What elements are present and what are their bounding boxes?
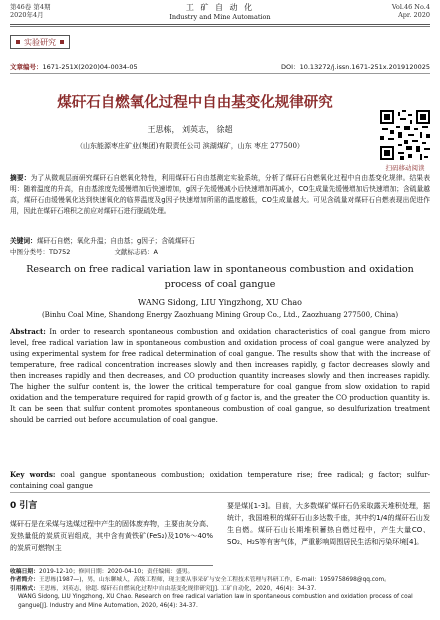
meta-rule <box>10 73 430 74</box>
section-label-text: 实验研究 <box>24 37 56 47</box>
keywords-en <box>10 469 430 492</box>
article-number-value: 1671-251X(2020)04-0034-05 <box>42 63 138 71</box>
qr-caption: 扫码移动阅读 <box>385 164 425 172</box>
author-bio-label: 作者简介： <box>10 577 39 584</box>
title-en: Research on free radical variation law in spontaneous combustion and oxidation process of coal gangue <box>26 264 414 290</box>
intro-left-column <box>10 500 213 554</box>
keywords-cn-label: 关键词： <box>10 237 37 245</box>
keywords-en-text: coal gangue spontaneous combustion; oxidation temperature rise; free radical; g factor; sulfur-containing coal gangue <box>10 471 430 490</box>
footnote-author <box>10 576 430 584</box>
received-value: 2019-12-10；修回日期：2020-04-10；责任编辑：盛男。 <box>39 569 194 575</box>
received-label: 收稿日期： <box>10 569 39 575</box>
footnote-cite <box>10 585 430 593</box>
affiliation-en: (Binhu Coal Mine, Shandong Energy Zaozhuang Mining Group Co., Ltd., Zaozhuang 277500, China) <box>41 311 399 319</box>
article-number <box>10 62 138 71</box>
section-label <box>10 35 70 49</box>
body-rule <box>10 492 430 493</box>
abstract-cn-text: 为了从微观层面研究煤矸石自燃氧化特性，利用煤矸石自由基测定实验系统，分析了煤矸石自燃氧化过程中自由基变化规律。结果表明：随着温度的升高，自由基浓度先缓慢增加后快速增加，g因子先缓慢减小后快速增加再减小，CO生成量先缓慢增加后快速增加；含硫量越高，煤矸石由缓慢氧化达到快速氧化的临界温度及g因子快速增加所需的温度越低，CO生成量越大。可见含硫量对煤矸石自燃表现出促进作用，因此在煤矸石堆积之前应对煤矸石进行脱硫处理。 <box>10 174 431 215</box>
article-meta <box>10 62 430 71</box>
intro-right-text: 要是煤)[1-3]。目前，大多数煤矿煤矸石仍采取露天堆积处理，据统计，我国堆积的煤矸石山多达数千座，其中约1/4的煤矸石山发生自燃。煤矸石山长期堆积蓄热自燃过程中，产生大量CO、SO₂、H₂S等有害气体，严重影响周围居民生活和污染环境[4]。 <box>227 502 430 546</box>
doi[interactable] <box>281 62 430 71</box>
header-vol-no: Vol.46 No.4 <box>391 3 430 11</box>
journal-name-en: Industry and Mine Automation <box>169 13 271 21</box>
abstract-cn <box>10 173 430 217</box>
clc-value: TD752 <box>49 248 71 256</box>
footnote-cite-en: WANG Sidong, LIU Yingzhong, XU Chao. Research on free radical variation law in spontaneous combustion and oxidation process of coal gangue[J]. Industry and Mine Automation, 2020, 46(4): 34-37. <box>18 594 413 609</box>
abstract-cn-label: 摘要： <box>10 174 31 182</box>
doc-code-value: A <box>153 248 158 256</box>
abstract-en <box>10 326 430 426</box>
intro-left-text: 煤矸石是在采煤与选煤过程中产生的固体废弃物，主要由灰分高、发热量低的炭质页岩组成，其中含有黄铁矿(FeS₂)及10%～40%的炭质可燃物(主 <box>10 520 213 552</box>
square-bullet-icon <box>60 40 64 44</box>
doi-value[interactable]: 10.13272/j.issn.1671-251x.2019120025 <box>299 63 430 71</box>
cite-label: 引用格式： <box>10 585 39 592</box>
abstract-en-label: Abstract: <box>10 327 46 336</box>
keywords-cn-text: 煤矸石自燃；氧化升温；自由基；g因子；含硫煤矸石 <box>36 237 195 245</box>
authors-en: WANG Sidong, LIU Yingzhong, XU Chao <box>138 298 302 307</box>
author-bio-value: 王思栋(1987—)，男，山东聊城人，高级工程师，现主要从事采矿与安全工程技术管理与科研工作，E-mail：1959758698@qq.com。 <box>39 577 390 584</box>
qr-code-icon[interactable] <box>380 110 430 160</box>
keywords-en-label: Key words: <box>10 470 56 479</box>
header-date-en: Apr. 2020 <box>398 11 430 19</box>
journal-name-cn: 工 矿 自 动 化 <box>185 3 255 12</box>
classification <box>10 247 430 256</box>
keywords-cn <box>10 235 430 245</box>
abstract-en-text: In order to research spontaneous combustion and oxidation characteristics of coal gangue from micro level, free radical variation law in spontaneous combustion and oxidation process of coal gangue were analyzed by using experimental system for free radical determination of coal gangue. The results show that with the increase of temperature, free radical concentration increases slowly and then increases rapidly, g factor decreases slowly and then increases rapidly and then decreases, and CO production quantity increases slowly and then increases rapidly. The higher the sulfur content is, the lower the critical temperature for coal gangue from slow oxidation to rapid oxidation and the temperature required for rapid growth of g factor is, and the greater the CO production quantity is. It can be seen that sulfur content promotes spontaneous combustion of coal gangue, so desulfurization treatment should be carried out before accumulation of coal gangue. <box>10 328 430 424</box>
cite-cn-value: 王思栋，刘英志，徐超. 煤矸石自燃氧化过程中自由基变化规律研究[J]. 工矿自动化，2020，46(4)：34-37. <box>39 585 317 592</box>
doc-code-label: 文献标志码： <box>114 248 154 256</box>
doi-label: DOI： <box>281 63 300 71</box>
affiliation-cn: （山东能源枣庄矿业(集团)有限责任公司 滨湖煤矿，山东 枣庄 277500） <box>76 142 304 150</box>
article-number-label: 文章编号： <box>10 63 43 71</box>
journal-header <box>0 2 440 21</box>
footnote-received <box>10 568 430 576</box>
header-rule <box>10 24 430 25</box>
authors-cn: 王思栋， 刘英志， 徐超 <box>147 125 233 134</box>
footnotes <box>10 568 430 610</box>
header-volume-en <box>392 3 430 19</box>
square-bullet-icon <box>16 40 20 44</box>
intro-heading: 0 引言 <box>10 501 38 511</box>
header-date-cn: 2020年4月 <box>10 11 44 19</box>
header-rule-thin <box>10 26 430 27</box>
header-volume-issue: 第46卷 第4期 <box>10 3 51 11</box>
footnote-rule <box>10 565 213 566</box>
clc-label: 中图分类号： <box>10 248 49 256</box>
intro-right-column <box>227 500 430 548</box>
page-title: 煤矸石自燃氧化过程中自由基变化规律研究 <box>57 95 333 111</box>
